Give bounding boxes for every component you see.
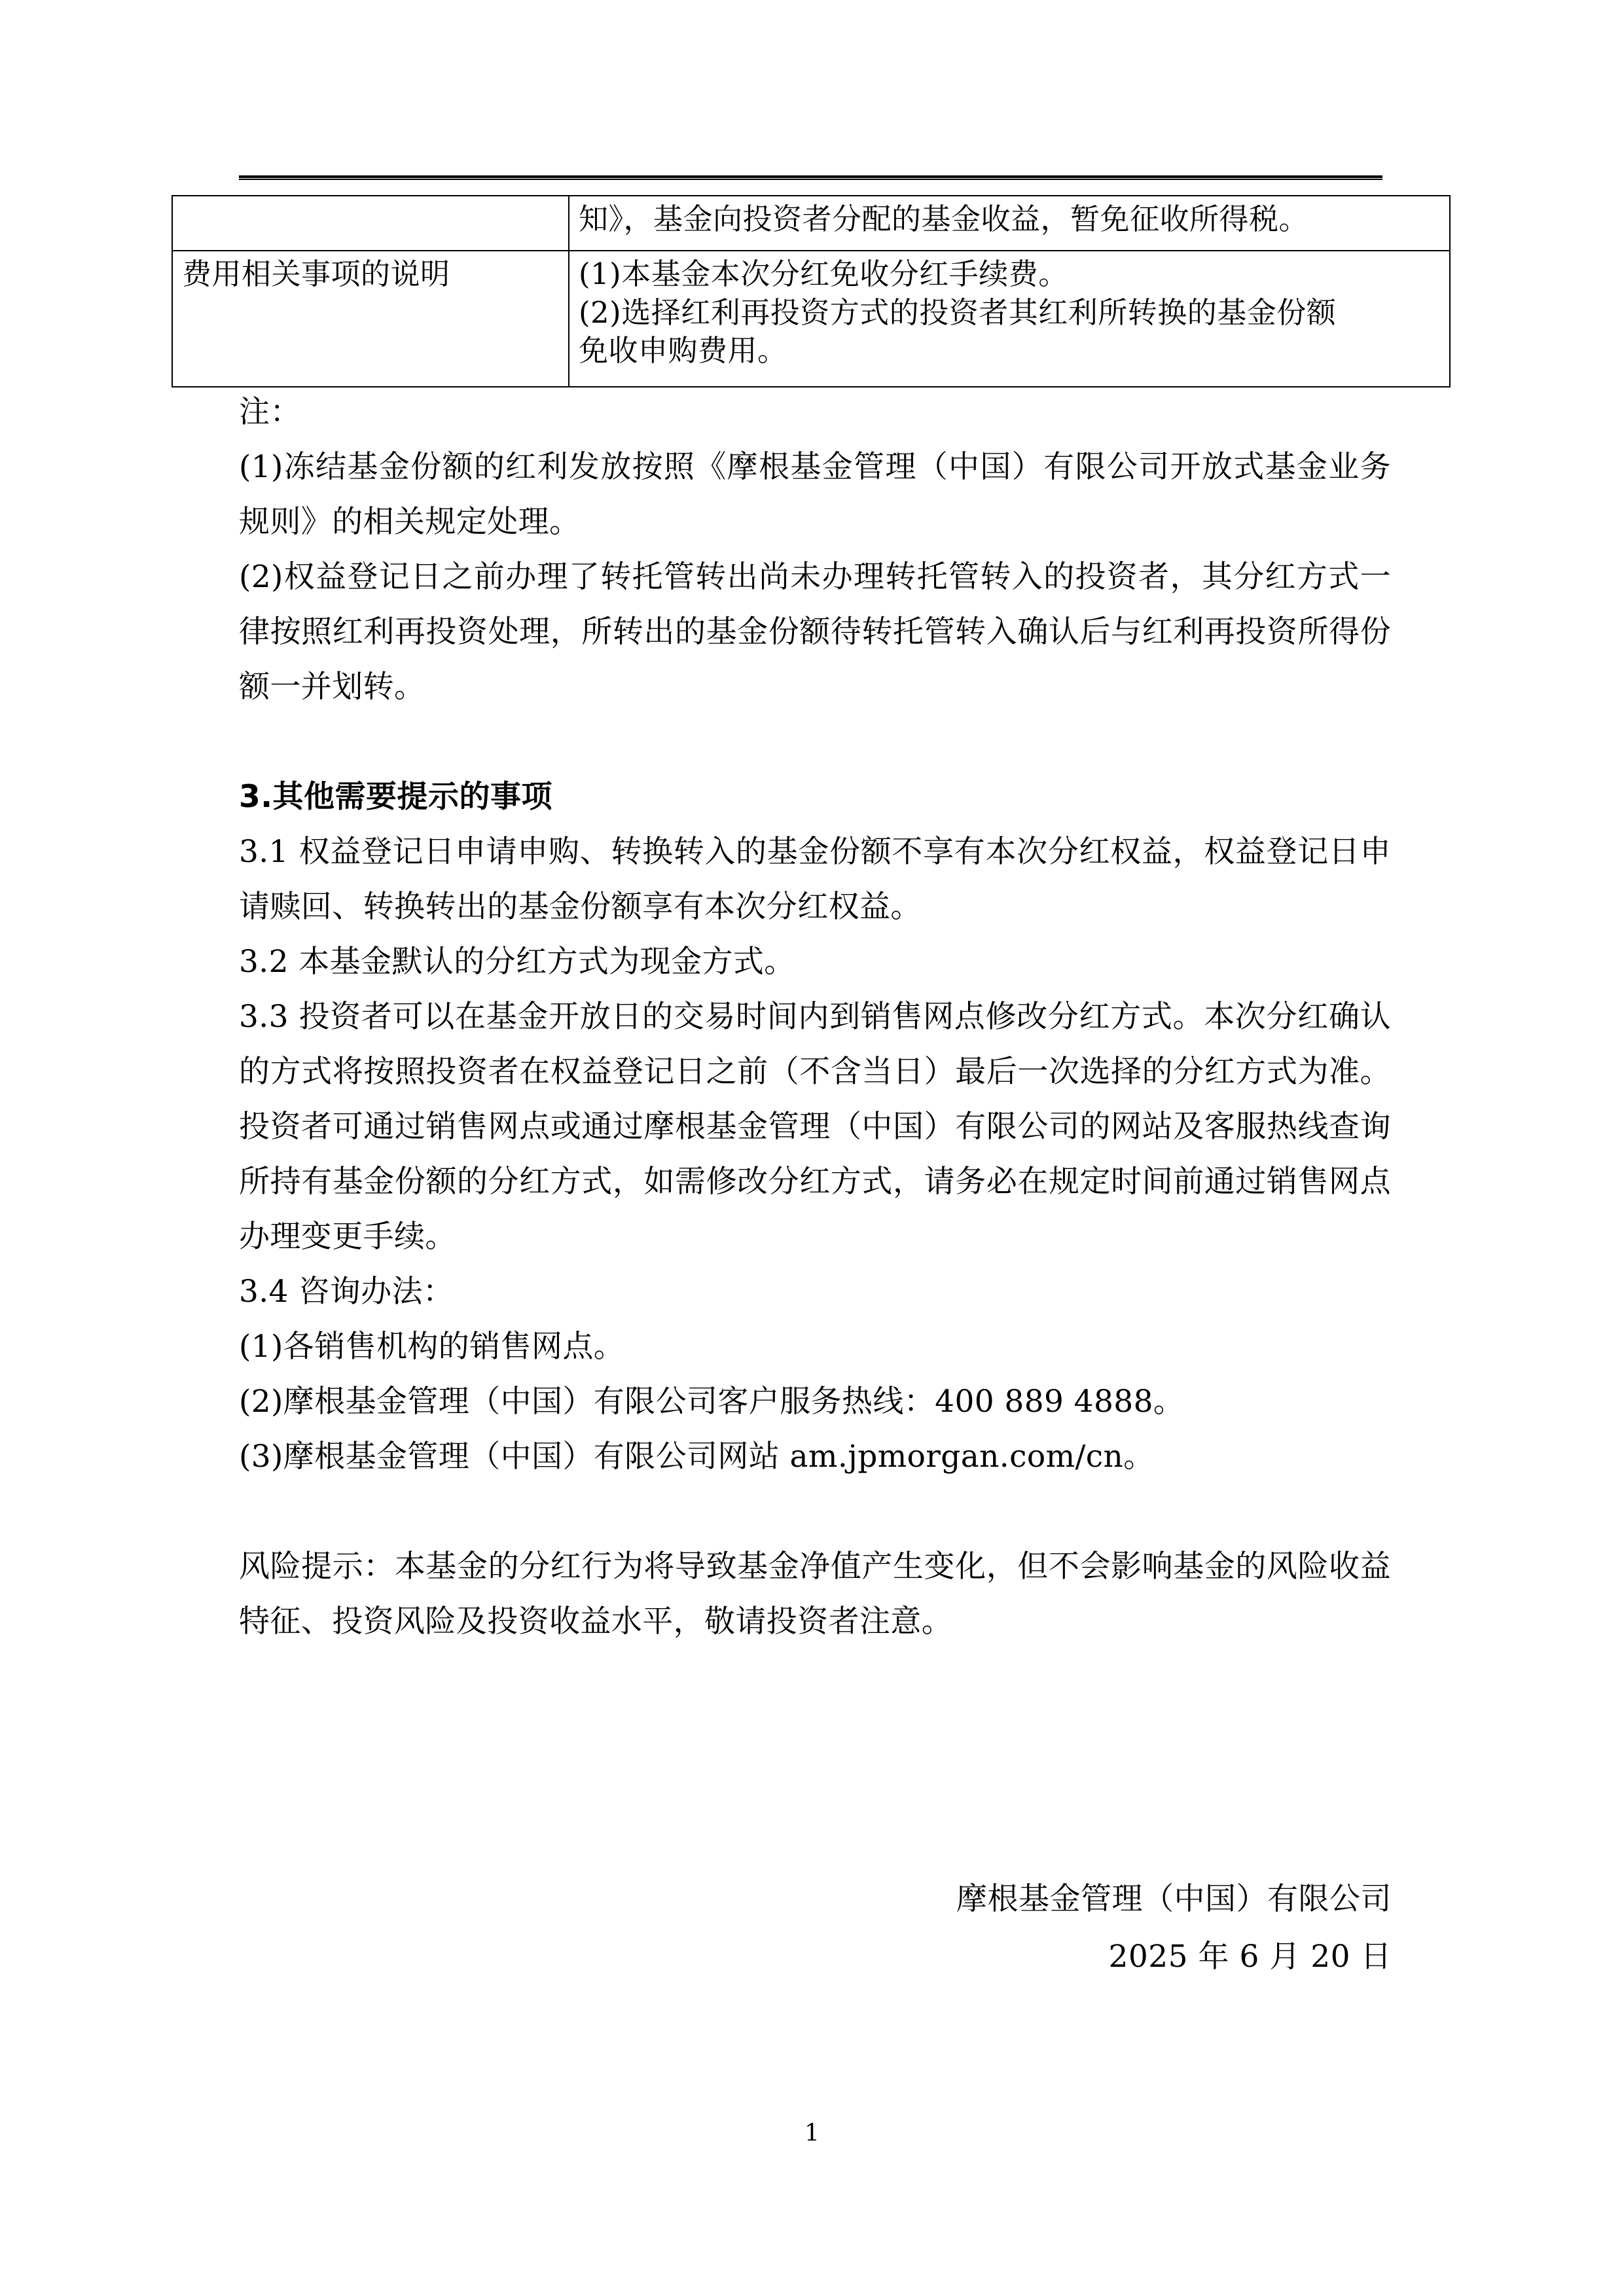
table-cell-line: (1)本基金本次分红免收分红手续费。 <box>579 257 1068 291</box>
table-cell-body <box>569 251 1450 387</box>
note-item-2: (2)权益登记日之前办理了转托管转出尚未办理转托管转入的投资者，其分红方式一律按照红利再投资处理，所转出的基金份额待转托管转入确认后与红利再投资所得份额一并划转。 <box>239 559 1391 705</box>
paragraph-spacer <box>239 715 1391 770</box>
note-item-1: (1)冻结基金份额的红利发放按照《摩根基金管理（中国）有限公司开放式基金业务规则》的相关规定处理。 <box>239 449 1391 540</box>
signature-date: 2025 年 6 月 20 日 <box>1108 1939 1392 1975</box>
section-item-3-3: 3.3 投资者可以在基金开放日的交易时间内到销售网点修改分红方式。本次分红确认的方式将按照投资者在权益登记日之前（不含当日）最后一次选择的分红方式为准。投资者可通过销售网点或通过摩根基金管理（中国）有限公司的网站及客服热线查询所持有基金份额的分红方式，如需修改分红方式，请务必在规定时间前通过销售网点办理变更手续。 <box>239 999 1391 1255</box>
table-row <box>172 196 1450 251</box>
contact-item-website[interactable]: (3)摩根基金管理（中国）有限公司网站 am.jpmorgan.com/cn。 <box>239 1439 1155 1475</box>
paragraph-spacer <box>239 1484 1391 1539</box>
table-cell-label: 费用相关事项的说明 <box>172 251 569 387</box>
table-cell-line: (2)选择红利再投资方式的投资者其红利所转换的基金份额 <box>579 295 1337 330</box>
table-cell-line: 免收申购费用。 <box>579 333 787 368</box>
section-3-heading: 3.其他需要提示的事项 <box>239 779 553 815</box>
risk-notice: 风险提示：本基金的分红行为将导致基金净值产生变化，但不会影响基金的风险收益特征、投资风险及投资收益水平，敬请投资者注意。 <box>239 1549 1391 1640</box>
section-item-3-2: 3.2 本基金默认的分红方式为现金方式。 <box>239 944 795 980</box>
contact-item-service-hotline: (2)摩根基金管理（中国）有限公司客户服务热线：400 889 4888。 <box>239 1384 1185 1420</box>
notes-heading: 注： <box>239 394 301 430</box>
table-row <box>172 251 1450 387</box>
header-rule <box>239 175 1382 180</box>
page-number: 1 <box>804 2120 820 2147</box>
fee-information-table <box>171 195 1451 387</box>
section-item-3-1: 3.1 权益登记日申请申购、转换转入的基金份额不享有本次分红权益，权益登记日申请赎回、转换转出的基金份额享有本次分红权益。 <box>239 834 1391 925</box>
signature-block <box>606 1871 1392 1986</box>
signature-company: 摩根基金管理（中国）有限公司 <box>956 1881 1392 1917</box>
table-cell-body <box>569 196 1450 251</box>
table-cell-line: 知》，基金向投资者分配的基金收益，暂免征收所得税。 <box>579 202 1309 236</box>
contact-item-sales-outlets: (1)各销售机构的销售网点。 <box>239 1329 625 1365</box>
section-item-3-4: 3.4 咨询办法： <box>239 1274 454 1310</box>
body-content <box>239 385 1391 1649</box>
table-cell-label <box>172 196 569 251</box>
